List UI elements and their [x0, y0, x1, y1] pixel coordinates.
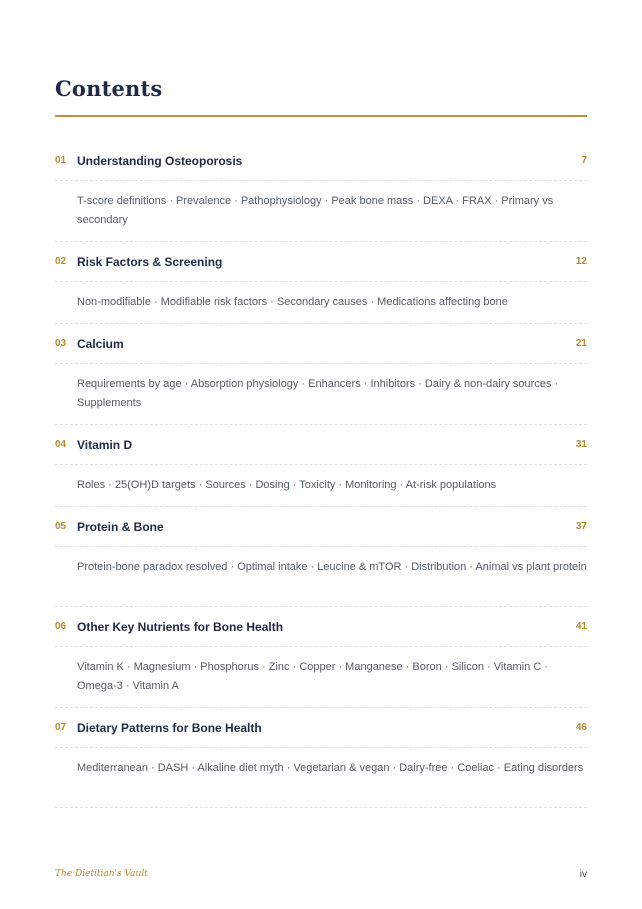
chapter-title[interactable]: Calcium	[77, 336, 124, 351]
chapter-topics: Non-modifiable · Modifiable risk factors · Secondary causes · Medications affecting bone	[55, 282, 587, 324]
toc-entry-02[interactable]	[55, 242, 587, 282]
toc-entry-04[interactable]	[55, 425, 587, 465]
chapter-topics: Requirements by age · Absorption physiology · Enhancers · Inhibitors · Dairy & non-dairy sources · Supplements	[55, 364, 587, 425]
chapter-title[interactable]: Dietary Patterns for Bone Health	[77, 720, 262, 735]
chapter-topics: Mediterranean · DASH · Alkaline diet myth · Vegetarian & vegan · Dairy-free · Coeliac · Eating disorders	[55, 748, 587, 808]
chapter-page-number: 12	[575, 256, 587, 267]
chapter-page-number: 31	[575, 439, 587, 450]
title-divider	[55, 115, 587, 117]
chapter-number: 07	[55, 722, 67, 733]
chapter-title[interactable]: Vitamin D	[77, 437, 133, 452]
chapter-topics: T-score definitions · Prevalence · Pathophysiology · Peak bone mass · DEXA · FRAX · Primary vs secondary	[55, 181, 587, 242]
toc-entry-06[interactable]	[55, 607, 587, 647]
chapter-title[interactable]: Understanding Osteoporosis	[77, 153, 243, 168]
chapter-title[interactable]: Protein & Bone	[77, 519, 164, 534]
chapter-number: 04	[55, 439, 67, 450]
chapter-title[interactable]: Risk Factors & Screening	[77, 254, 223, 269]
chapter-number: 03	[55, 338, 67, 349]
chapter-page-number: 46	[575, 722, 587, 733]
chapter-number: 02	[55, 256, 67, 267]
chapter-title[interactable]: Other Key Nutrients for Bone Health	[77, 619, 284, 634]
toc-entry-03[interactable]	[55, 324, 587, 364]
chapter-topics: Protein-bone paradox resolved · Optimal intake · Leucine & mTOR · Distribution · Animal vs plant protein	[55, 547, 587, 607]
chapter-page-number: 21	[575, 338, 587, 349]
footer-brand: The Dietitian's Vault	[55, 869, 148, 879]
chapter-topics: Roles · 25(OH)D targets · Sources · Dosing · Toxicity · Monitoring · At-risk populations	[55, 465, 587, 507]
chapter-page-number: 41	[575, 621, 587, 632]
page-title: Contents	[55, 76, 163, 101]
chapter-topics: Vitamin K · Magnesium · Phosphorus · Zinc · Copper · Manganese · Boron · Silicon · Vitamin C · Omega-3 · Vitamin A	[55, 647, 587, 708]
table-of-contents	[55, 141, 587, 808]
toc-entry-01[interactable]	[55, 141, 587, 181]
chapter-number: 05	[55, 521, 67, 532]
chapter-page-number: 7	[581, 155, 587, 166]
chapter-number: 06	[55, 621, 67, 632]
toc-entry-07[interactable]	[55, 708, 587, 748]
chapter-page-number: 37	[575, 521, 587, 532]
toc-entry-05[interactable]	[55, 507, 587, 547]
chapter-number: 01	[55, 155, 67, 166]
footer-page-number: iv	[579, 869, 587, 880]
contents-page	[55, 0, 587, 909]
